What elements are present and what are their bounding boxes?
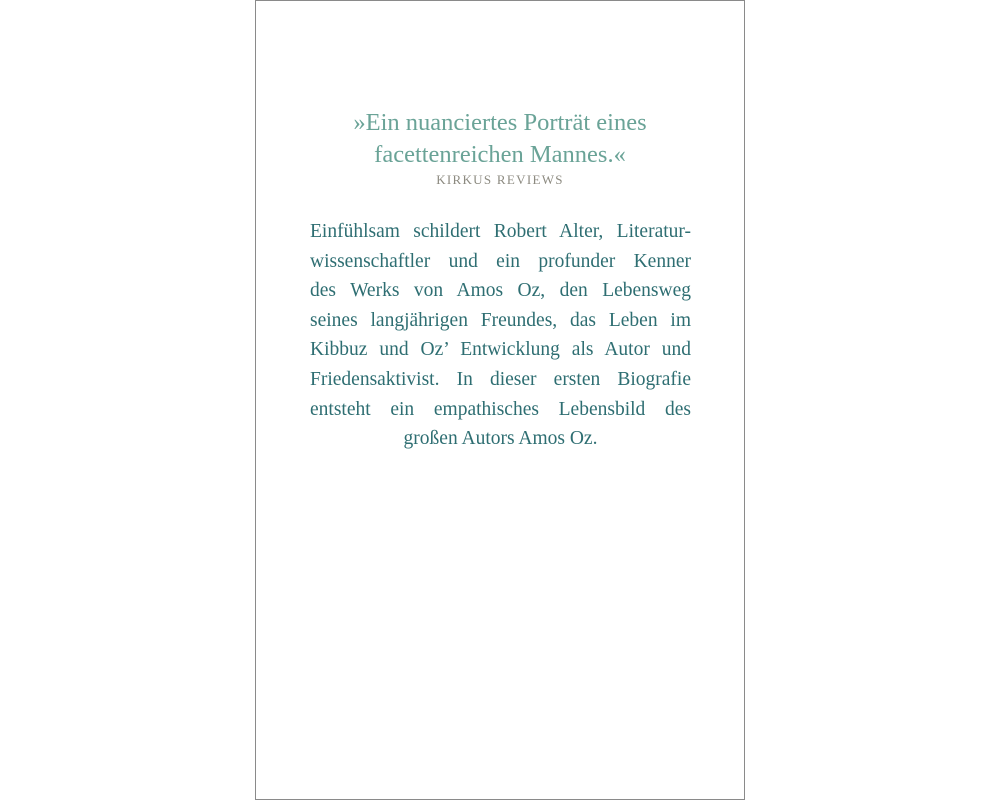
review-quote-line: facettenreichen Mannes.«	[374, 141, 626, 168]
blurb-line: Kibbuz und Oz’ Entwicklung als Autor und	[310, 339, 691, 361]
review-quote	[256, 107, 744, 171]
review-quote-line: »Ein nuanciertes Porträt eines	[353, 109, 647, 136]
blurb-line: seines langjährigen Freundes, das Leben im	[310, 309, 691, 331]
blurb-line: Einfühlsam schildert Robert Alter, Literatur-	[310, 221, 691, 242]
blurb-line: des Werks von Amos Oz, den Lebensweg	[310, 280, 691, 302]
blurb-text	[310, 217, 691, 454]
book-back-cover	[255, 0, 745, 800]
blurb-line: wissenschaftler und ein profunder Kenner	[310, 250, 691, 272]
blurb-line: großen Autors Amos Oz.	[403, 428, 598, 450]
blurb-line: Friedensaktivist. In dieser ersten Biografie	[310, 368, 691, 390]
review-source: KIRKUS REVIEWS	[436, 172, 564, 187]
blurb-line: entsteht ein empathisches Lebensbild des	[310, 398, 691, 420]
